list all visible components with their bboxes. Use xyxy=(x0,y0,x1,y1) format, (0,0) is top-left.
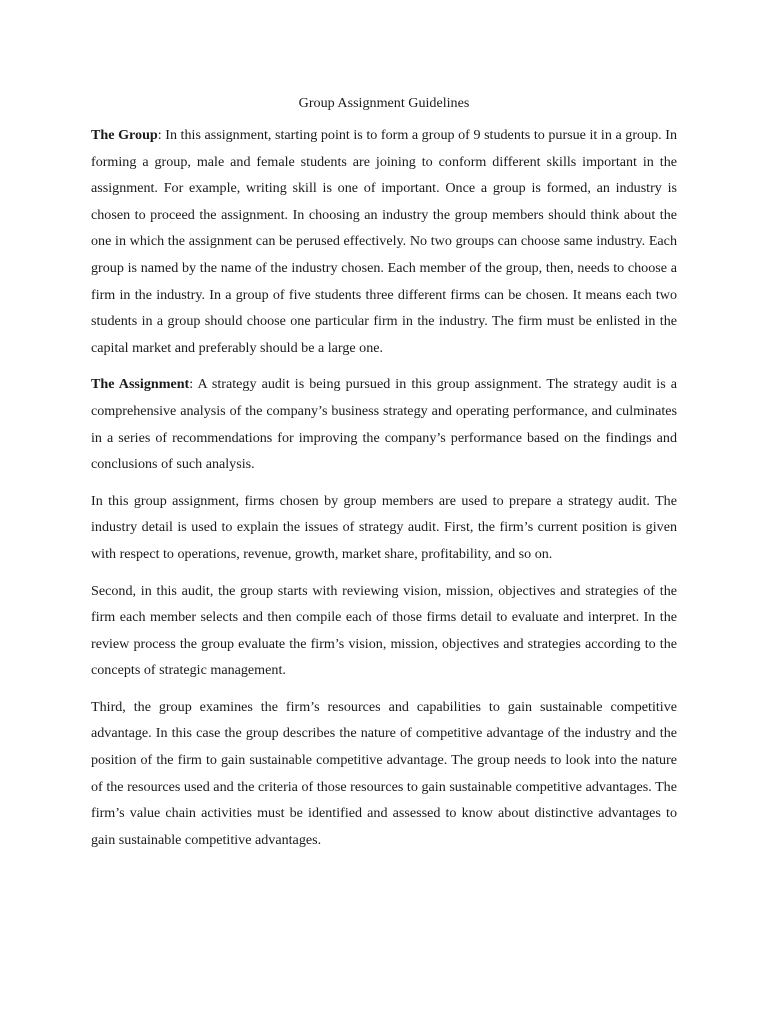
paragraph-firms-chosen xyxy=(91,488,677,568)
document-body xyxy=(91,92,677,863)
paragraph-text: Second, in this audit, the group starts with reviewing vision, mission, objectives and strategies of the firm each member selects and then compile each of those firms detail to evaluate and interpret. In the review process the group evaluate the firm’s vision, mission, objectives and strategies according to the concepts of strategic management. xyxy=(91,582,677,679)
paragraph-text: : In this assignment, starting point is to form a group of 9 students to pursue it in a group. In forming a group, male and female students are joining to conform different skills important in the assignment. For example, writing skill is one of important. Once a group is formed, an industry is chosen to proceed the assignment. In choosing an industry the group members should think about the one in which the assignment can be perused effectively. No two groups can choose same industry. Each group is named by the name of the industry chosen. Each member of the group, then, needs to choose a firm in the industry. In a group of five students three different firms can be chosen. It means each two students in a group should choose one particular firm in the industry. The firm must be enlisted in the capital market and preferably should be a large one. xyxy=(91,127,677,356)
paragraph-the-assignment xyxy=(91,371,677,477)
paragraph-text: Third, the group examines the firm’s resources and capabilities to gain sustainable competitive advantage. In this case the group describes the nature of competitive advantage of the industry and the position of the firm to gain sustainable competitive advantage. The group needs to look into the nature of the resources used and the criteria of those resources to gain sustainable competitive advantages. The firm’s value chain activities must be identified and assessed to know about distinctive advantages to gain sustainable competitive advantages. xyxy=(91,698,677,848)
paragraph-text: In this group assignment, firms chosen by group members are used to prepare a strategy audit. The industry detail is used to explain the issues of strategy audit. First, the firm’s current position is given with respect to operations, revenue, growth, market share, profitability, and so on. xyxy=(91,492,677,562)
paragraph-heading: The Group xyxy=(91,127,158,143)
paragraph-the-group xyxy=(91,122,677,361)
paragraph-second xyxy=(91,578,677,684)
paragraph-text: : A strategy audit is being pursued in this group assignment. The strategy audit is a comprehensive analysis of the company’s business strategy and operating performance, and culminates in a series of recommendations for improving the company’s performance based on the findings and conclusions of such analysis. xyxy=(91,376,677,473)
paragraph-third xyxy=(91,694,677,854)
document-title: Group Assignment Guidelines xyxy=(298,95,470,111)
paragraph-heading: The Assignment xyxy=(91,376,190,393)
